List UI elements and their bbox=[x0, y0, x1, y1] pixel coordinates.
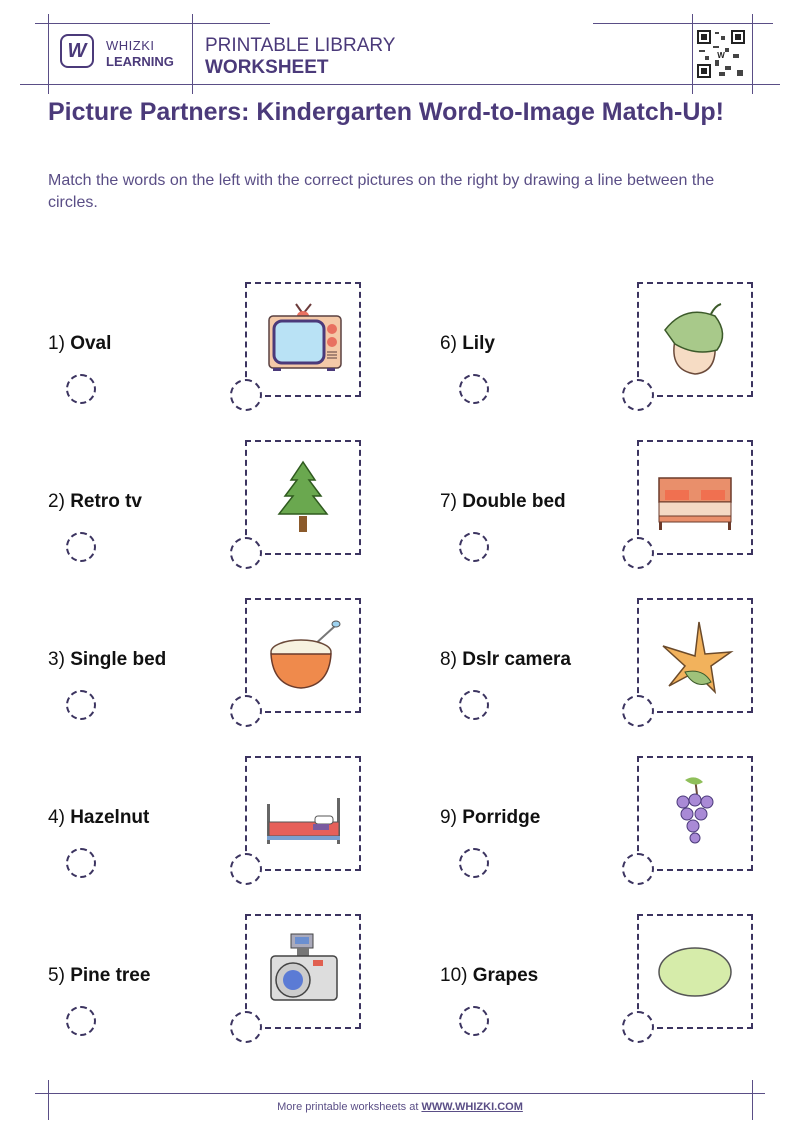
brand-bottom: LEARNING bbox=[106, 54, 174, 69]
word-match-circle[interactable] bbox=[66, 848, 96, 878]
word-text: Retro tv bbox=[70, 491, 142, 512]
footer bbox=[0, 1101, 800, 1113]
divider bbox=[593, 23, 773, 24]
word-label bbox=[48, 491, 142, 513]
pine-tree-picture bbox=[263, 458, 343, 538]
divider bbox=[35, 23, 270, 24]
qr-code-icon bbox=[697, 30, 745, 78]
lily-picture bbox=[655, 616, 735, 696]
whizki-logo: W bbox=[60, 34, 94, 68]
word-label bbox=[48, 965, 150, 987]
word-number: 7) bbox=[440, 491, 457, 512]
word-text: Grapes bbox=[472, 965, 539, 986]
picture-match-circle[interactable] bbox=[622, 379, 654, 411]
word-label bbox=[440, 965, 538, 987]
word-label bbox=[48, 333, 111, 355]
library-label: PRINTABLE LIBRARY bbox=[205, 35, 396, 56]
picture-match-circle[interactable] bbox=[230, 695, 262, 727]
double-bed-picture bbox=[655, 458, 735, 538]
svg-text:W: W bbox=[717, 51, 725, 60]
instructions: Match the words on the left with the correct pictures on the right by drawing a line between the circles. bbox=[48, 172, 715, 211]
divider bbox=[192, 14, 193, 94]
hazelnut-picture bbox=[655, 300, 735, 380]
picture-match-circle[interactable] bbox=[230, 537, 262, 569]
word-text: Pine tree bbox=[70, 965, 151, 986]
word-label bbox=[48, 649, 166, 671]
picture-match-circle[interactable] bbox=[622, 853, 654, 885]
word-number: 8) bbox=[440, 649, 457, 670]
word-number: 1) bbox=[48, 333, 65, 354]
picture-match-circle[interactable] bbox=[230, 853, 262, 885]
dslr-camera-picture bbox=[263, 932, 343, 1012]
divider bbox=[48, 14, 49, 94]
single-bed-picture bbox=[263, 774, 343, 854]
word-number: 9) bbox=[440, 807, 457, 828]
footer-text: More printable worksheets at bbox=[277, 1101, 422, 1113]
word-number: 3) bbox=[48, 649, 65, 670]
divider bbox=[752, 1080, 753, 1120]
footer-link[interactable]: WWW.WHIZKI.COM bbox=[421, 1101, 523, 1113]
picture-match-circle[interactable] bbox=[622, 695, 654, 727]
word-text: Lily bbox=[462, 333, 495, 354]
word-match-circle[interactable] bbox=[459, 532, 489, 562]
picture-match-circle[interactable] bbox=[230, 1011, 262, 1043]
divider bbox=[692, 14, 693, 94]
word-text: Dslr camera bbox=[462, 649, 571, 670]
word-match-circle[interactable] bbox=[66, 532, 96, 562]
word-number: 10) bbox=[440, 965, 468, 986]
word-number: 6) bbox=[440, 333, 457, 354]
word-match-circle[interactable] bbox=[66, 374, 96, 404]
worksheet-label: WORKSHEET bbox=[205, 57, 329, 78]
divider bbox=[35, 1093, 765, 1094]
divider bbox=[20, 84, 780, 85]
word-number: 4) bbox=[48, 807, 65, 828]
word-text: Porridge bbox=[462, 807, 541, 828]
word-match-circle[interactable] bbox=[66, 690, 96, 720]
word-match-circle[interactable] bbox=[459, 1006, 489, 1036]
word-label bbox=[440, 807, 540, 829]
oval-picture bbox=[655, 932, 735, 1012]
word-number: 5) bbox=[48, 965, 65, 986]
word-text: Double bed bbox=[462, 491, 566, 512]
brand-top: WHIZKI bbox=[106, 38, 155, 53]
word-match-circle[interactable] bbox=[459, 374, 489, 404]
grapes-picture bbox=[655, 774, 735, 854]
word-label bbox=[48, 807, 149, 829]
word-label bbox=[440, 649, 571, 671]
word-text: Oval bbox=[70, 333, 112, 354]
word-text: Single bed bbox=[70, 649, 167, 670]
word-label bbox=[440, 333, 495, 355]
retro-tv-picture bbox=[263, 300, 343, 380]
porridge-picture bbox=[263, 616, 343, 696]
divider bbox=[752, 14, 753, 94]
word-number: 2) bbox=[48, 491, 65, 512]
word-match-circle[interactable] bbox=[66, 1006, 96, 1036]
picture-match-circle[interactable] bbox=[230, 379, 262, 411]
word-label bbox=[440, 491, 566, 513]
word-match-circle[interactable] bbox=[459, 690, 489, 720]
page-title: Picture Partners: Kindergarten Word-to-Image Match-Up! bbox=[48, 98, 725, 126]
word-match-circle[interactable] bbox=[459, 848, 489, 878]
picture-match-circle[interactable] bbox=[622, 537, 654, 569]
divider bbox=[48, 1080, 49, 1120]
word-text: Hazelnut bbox=[70, 807, 150, 828]
picture-match-circle[interactable] bbox=[622, 1011, 654, 1043]
